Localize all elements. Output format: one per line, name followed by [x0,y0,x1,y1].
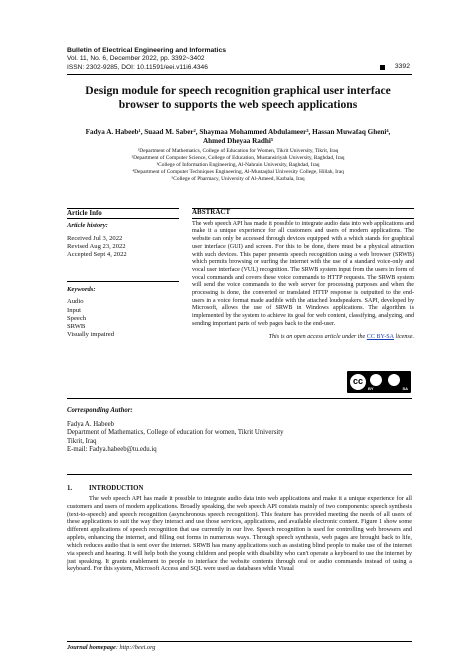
cc-sa-label: SA [402,386,408,391]
section-rule [67,474,412,475]
corresponding-name: Fadya A. Habeeb [67,420,114,428]
intro-heading [67,485,412,493]
keywords-heading: Keywords: [67,286,96,293]
cc-license-icon[interactable]: cc BY SA [347,371,411,393]
oa-suffix: license. [394,333,414,340]
issn-line: ISSN: 2302-9285, DOI: 10.11591/eei.v11i6.4346 [67,63,208,71]
abstract-text: The web speech API has made it possible to integrate audio data into web applications and make it a unique experience for all customers and users of modern applications. The website can only be accessed through devices equipped with a which stands for graphical user interface (GUI) and screen. For this to be done, there must be a physical attraction with such devices. This paper presents speech recognition using a web browser (SRWB) which permits browsing or surfing the internet with the use of a standard voice-only and vocal user interface (VUL) recognition. The SRWB system input from the users in form of vocal commands and covers these voice commands to HTTP requests. The SRWB system will send the voice commands to the web server for processing purposes and when the processing is done, the converted or translated HTTP response is outputted to the end-users in a voice format made audible with the attached loudspeakers. SAPI, developed by Microsoft, allows the use of SRWB in Windows applications. The algorithm is implemented by the system to achieve its goal for web content, classifying, analyzing, and sending important parts of web pages back to the end-user. [192,220,414,327]
introduction-section [67,485,412,573]
intro-number: 1. [67,485,73,492]
cc-by-label: BY [368,386,374,391]
authors-line: Fadya A. Habeeb¹, Suaad M. Saber², Shaymaa Mohammed Abdulameer³, Hassan Muwafaq Gheni⁴, [85,128,391,136]
page-number-box [380,63,410,71]
homepage-url[interactable]: : http://beei.org [115,644,156,651]
homepage-label: Journal homepage [67,644,116,651]
title-line: browser to supports the web speech applications [118,98,358,111]
author-list [60,128,416,146]
oa-prefix: This is an open access article under the [268,333,367,340]
journal-footer [67,644,155,651]
intro-paragraph: The web speech API has made it possible to integrate audio data into web applications and make it a unique experience for all customers and users of modern applications. Broadly speaking, the web speech API consists mainly of two components: speech synthesis (text-to-speech) and speech recognition (asynchronous speech recognition). This feature has provided meeting the needs of all users of these applications to suit the way they interact and use those services, applications, and available electronic content. Figure 1 show some different applications of speech recognition that use currently in our live. Speech recognition is used for controlling web browsers and applets, enhancing the internet, and filling out forms in numerous ways. Through speech synthesis, web pages are brought back to life, which reduces audio that is sent over the internet. SRWB has many applications such as assisting blind people to make use of the internet via speech and hearing. It will help both the young children and people with disability who can't operate a keyboard to use the internet by just speaking. It grants enablement to people to interface the website contents through oral or audio commands instead of using a keyboard. For this system, Microsoft Access and SQL were used as databases while Visual [67,494,412,573]
person-icon [370,374,382,386]
title-line: Design module for speech recognition graphical user interface [85,84,391,97]
keyword: Speech [67,314,87,322]
share-alike-icon [388,374,400,386]
corresponding-heading: Corresponding Author: [67,407,133,414]
keyword: Input [67,306,81,314]
affiliations [60,148,416,183]
open-access-note [192,334,414,342]
keyword: SRWB [67,323,86,331]
revised-date: Revised Aug 23, 2022 [67,242,126,250]
square-icon [380,65,385,70]
volume-line: Vol. 11, No. 6, December 2022, pp. 3392~3402 [67,55,205,63]
keyword: Audio [67,298,84,306]
keywords-rule [67,281,179,282]
paper-title [60,84,416,112]
article-info [67,209,179,259]
authors-line: Ahmed Dheyaa Radhi⁵ [202,137,274,145]
page-number: 3392 [394,63,410,70]
affiliation: ⁵College of Pharmacy, University of Al-Ameed, Karbala, Iraq [171,176,305,182]
affiliation: ¹Department of Mathematics, College of Education for Women, Tikrit University, Tikrit, Iraq [137,148,339,154]
affiliation: ²Department of Computer Science, College of Education, Mustansiriyah University, Baghdad, Iraq [131,155,345,161]
intro-title: INTRODUCTION [89,485,144,492]
journal-header [67,47,412,72]
affiliation: ⁴Department of Computer Techniques Engineering, Al-Mustaqbal University College, Hillah, Iraq [132,169,344,175]
corresponding-email[interactable]: E-mail: Fadya.habeeb@tu.edu.iq [67,446,157,454]
header-rule [67,74,412,75]
footer-rule [67,641,412,642]
affiliation: ³College of Information Engineering, Al-Nahrain University, Baghdad, Iraq [156,162,320,168]
section-rule [67,398,412,399]
keyword: Visually impaired [67,331,115,339]
cc-by-sa-link[interactable]: CC BY-SA [366,333,395,340]
accepted-date: Accepted Sept 4, 2022 [67,251,127,259]
corresponding-dept: Department of Mathematics, College of education for women, Tikrit University [67,429,284,437]
corresponding-author [67,407,412,455]
history-heading: Article history: [67,222,108,230]
keywords-block [67,286,179,340]
corresponding-city: Tikrit, Iraq [67,437,97,445]
abstract-block [192,209,414,341]
journal-name: Bulletin of Electrical Engineering and Informatics [67,47,227,54]
article-info-heading: Article Info [67,209,102,217]
received-date: Received Jul 3, 2022 [67,234,123,242]
abstract-heading: ABSTRACT [192,208,231,216]
